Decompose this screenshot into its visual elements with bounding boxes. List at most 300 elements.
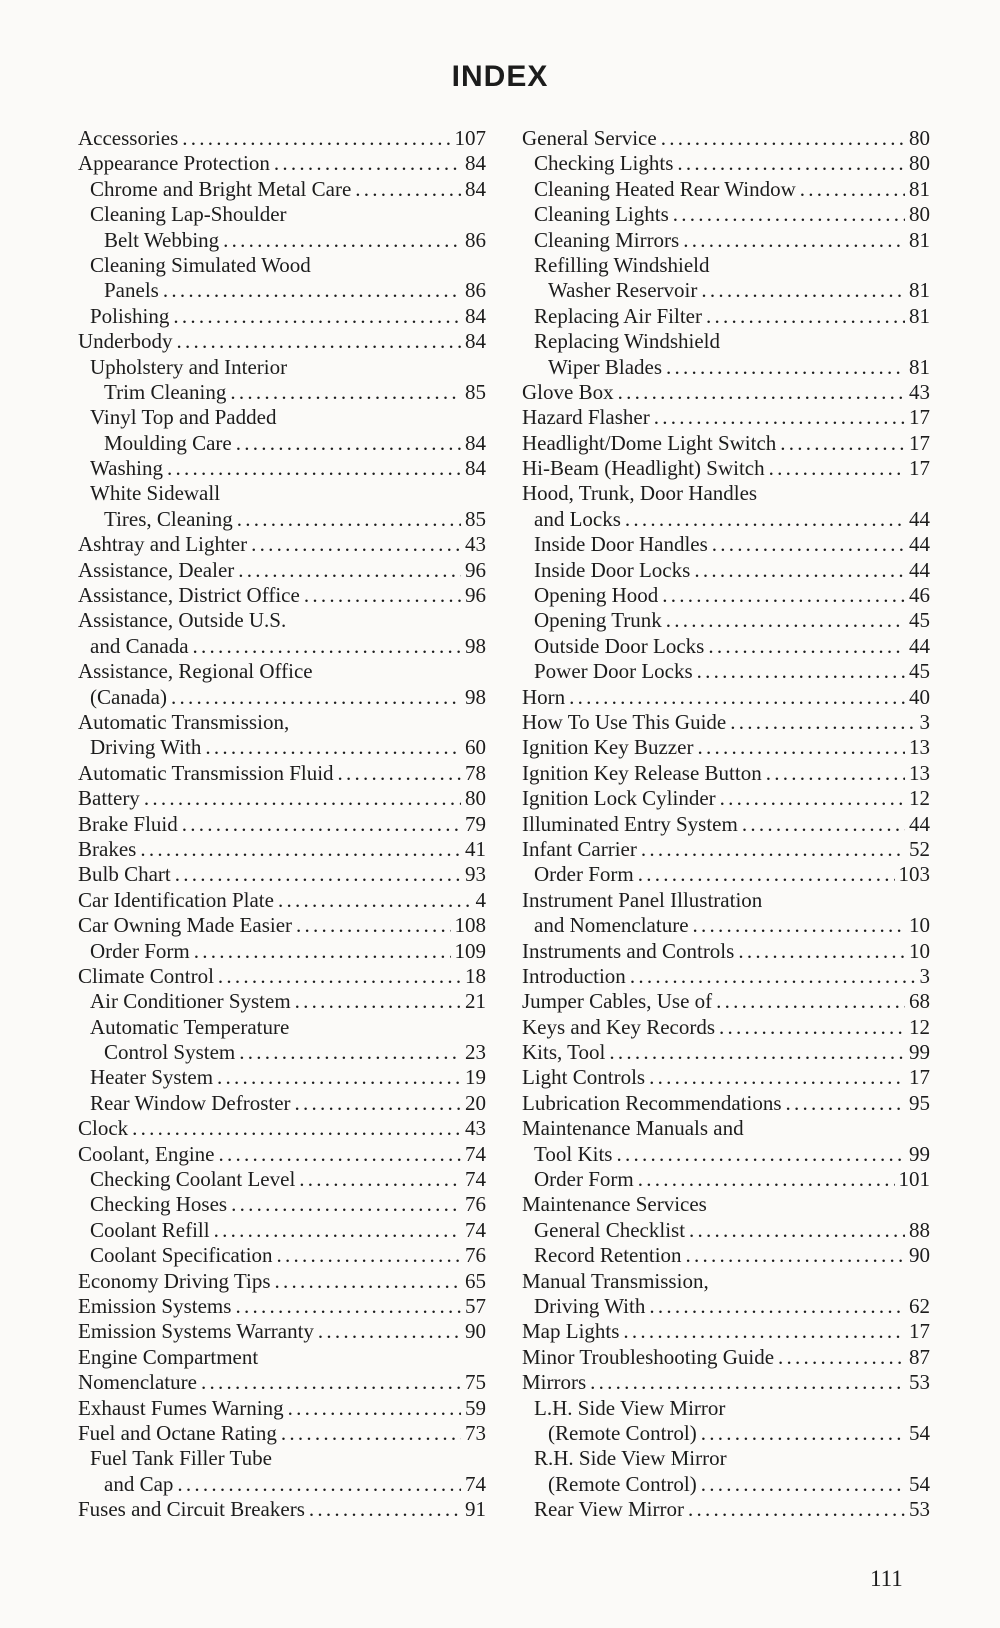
index-entry-page: 86 [465,227,486,252]
index-entry-text: Panels [104,278,159,303]
index-entry-text: Wiper Blades [548,354,663,379]
index-entry-page: 10 [909,938,930,963]
dot-leader [281,1421,461,1446]
index-entry [522,735,930,760]
index-entry-text: Jumper Cables, Use of [522,989,713,1014]
index-entry [522,456,930,481]
dot-leader [231,1192,461,1217]
index-entry [78,786,486,811]
index-entry-page: 108 [454,913,486,938]
dot-leader [171,685,461,710]
index-entry-text: Light Controls [522,1065,646,1090]
index-entry [78,1015,486,1040]
dot-leader [683,228,905,253]
index-entry-text: and Nomenclature [534,913,689,938]
index-entry-text: Order Form [534,1167,634,1192]
index-entry-page: 4 [475,887,486,912]
index-entry-text: Rear View Mirror [534,1497,684,1522]
index-entry-text: Checking Coolant Level [90,1167,296,1192]
index-entry [522,1116,930,1141]
index-entry-text: and Canada [90,633,189,658]
index-entry [522,1370,930,1395]
index-entry [522,431,930,456]
index-entry-text: Hi-Beam (Headlight) Switch [522,456,765,481]
dot-leader [697,659,905,684]
index-entry [78,507,486,532]
index-entry [78,532,486,557]
index-entry-text: Headlight/Dome Light Switch [522,430,777,455]
index-entry [522,126,930,151]
index-entry-page: 98 [465,684,486,709]
dot-leader [677,151,905,176]
index-entry-page: 18 [465,963,486,988]
index-entry [78,228,486,253]
index-entry [78,608,486,633]
dot-leader [140,837,461,862]
index-entry-text: (Canada) [90,684,167,709]
index-entry-page: 96 [465,583,486,608]
index-entry-page: 53 [909,1370,930,1395]
index-entry-text: R.H. Side View Mirror [534,1446,727,1471]
index-entry [78,405,486,430]
index-entry [78,1497,486,1522]
index-entry-text: Assistance, District Office [78,583,300,608]
dot-leader [638,862,895,887]
dot-leader [309,1497,461,1522]
dot-leader [630,964,916,989]
dot-leader [701,1421,905,1446]
index-entry-page: 74 [465,1167,486,1192]
index-entry-text: Assistance, Dealer [78,557,235,582]
dot-leader [800,177,905,202]
dot-leader [355,177,461,202]
index-entry-page: 76 [465,1243,486,1268]
index-entry-page: 103 [898,862,930,887]
index-entry [522,202,930,227]
index-entry [522,812,930,837]
dot-leader [662,583,905,608]
index-entry [78,1192,486,1217]
dot-leader [569,685,905,710]
dot-leader [338,761,461,786]
index-entry [78,659,486,684]
index-entry [78,812,486,837]
index-entry [78,278,486,303]
index-entry [522,964,930,989]
index-entry-page: 44 [909,811,930,836]
index-entry-text: Cleaning Simulated Wood [90,252,311,277]
index-entry [522,634,930,659]
dot-leader [720,786,905,811]
index-entry-page: 54 [909,1420,930,1445]
index-entry-text: Opening Hood [534,583,659,608]
dot-leader [173,304,461,329]
index-entry-page: 80 [465,786,486,811]
index-entry-text: Ignition Lock Cylinder [522,786,716,811]
index-entry-text: Trim Cleaning [104,379,227,404]
index-entry-text: Replacing Windshield [534,329,720,354]
index-entry [522,1497,930,1522]
index-entry-text: Brakes [78,836,137,861]
index-entry-page: 52 [909,836,930,861]
index-entry-text: Emission Systems [78,1293,232,1318]
dot-leader [304,583,461,608]
index-entry-page: 93 [465,862,486,887]
index-entry [78,634,486,659]
index-entry [78,989,486,1014]
index-entry-text: Rear Window Defroster [90,1090,291,1115]
index-entry [78,1370,486,1395]
dot-leader [738,939,905,964]
index-entry [522,1421,930,1446]
index-entry [522,583,930,608]
dot-leader [144,786,461,811]
index-entry-text: Moulding Care [104,430,232,455]
index-entry-page: 76 [465,1192,486,1217]
index-entry [78,253,486,278]
index-entry-page: 95 [909,1090,930,1115]
index-entry-text: Inside Door Locks [534,557,691,582]
index-entry [78,1065,486,1090]
index-entry [78,1218,486,1243]
dot-leader [182,812,461,837]
dot-leader [693,913,905,938]
index-entry-text: Mirrors [522,1370,587,1395]
index-entry-page: 57 [465,1293,486,1318]
dot-leader [277,1243,461,1268]
index-entry-text: Tool Kits [534,1141,613,1166]
dot-leader [701,1472,905,1497]
index-entry [522,507,930,532]
index-entry-page: 12 [909,786,930,811]
dot-leader [251,532,461,557]
index-entry-text: Order Form [534,862,634,887]
index-entry-page: 44 [909,633,930,658]
index-entry-page: 74 [465,1471,486,1496]
index-entry-text: Economy Driving Tips [78,1268,271,1293]
index-entry-text: Accessories [78,126,179,150]
index-entry-page: 17 [909,430,930,455]
index-entry-text: Keys and Key Records [522,1014,716,1039]
index-entry-page: 84 [465,430,486,455]
dot-leader [318,1319,461,1344]
index-entry-text: and Cap [104,1471,174,1496]
index-entry [522,1396,930,1421]
index-entry-page: 41 [465,836,486,861]
dot-leader [686,1243,905,1268]
index-entry-page: 91 [465,1497,486,1522]
dot-leader [616,1142,905,1167]
index-entry-page: 79 [465,811,486,836]
index-entry-page: 44 [909,506,930,531]
dot-leader [780,431,905,456]
index-entry [522,329,930,354]
dot-leader [625,507,905,532]
index-entry-text: Battery [78,786,140,811]
index-entry [78,1446,486,1471]
dot-leader [177,1472,461,1497]
index-column-right [522,126,930,1522]
index-entry-page: 17 [909,405,930,430]
dot-leader [769,456,905,481]
index-entry-text: Washing [90,456,163,481]
index-entry-text: Power Door Locks [534,659,693,684]
index-entry [78,1319,486,1344]
dot-leader [673,202,905,227]
index-entry [522,989,930,1014]
index-entry-page: 46 [909,583,930,608]
index-entry-page: 101 [898,1167,930,1192]
index-entry-text: Vinyl Top and Padded [90,405,277,430]
index-entry-text: Infant Carrier [522,836,637,861]
index-entry [522,1040,930,1065]
dot-leader [666,355,905,380]
index-entry-text: White Sidewall [90,481,221,506]
index-entry [522,1345,930,1370]
dot-leader [214,1218,461,1243]
index-entry-page: 99 [909,1141,930,1166]
index-entry [78,1040,486,1065]
index-entry-page: 84 [465,456,486,481]
dot-leader [182,126,450,151]
index-entry [522,532,930,557]
index-entry [78,355,486,380]
index-entry-text: Ashtray and Lighter [78,532,248,557]
index-entry-text: Fuses and Circuit Breakers [78,1497,305,1522]
index-entry-page: 60 [465,735,486,760]
index-entry [78,1243,486,1268]
dot-leader [618,380,905,405]
dot-leader [706,304,905,329]
index-entry-text: Automatic Transmission Fluid [78,760,334,785]
dot-leader [742,812,905,837]
index-entry [78,558,486,583]
index-entry-text: Appearance Protection [78,151,270,176]
index-entry-page: 81 [909,176,930,201]
index-entry-page: 59 [465,1395,486,1420]
dot-leader [654,405,905,430]
index-entry [522,913,930,938]
index-entry-text: Tires, Cleaning [104,506,233,531]
dot-leader [641,837,905,862]
index-entry-text: (Remote Control) [548,1420,697,1445]
index-entry [522,1142,930,1167]
dot-leader [649,1294,905,1319]
index-entry [522,888,930,913]
index-entry [522,939,930,964]
dot-leader [167,456,461,481]
index-entry [522,355,930,380]
index-entry-text: L.H. Side View Mirror [534,1395,726,1420]
index-entry [78,126,486,151]
index-entry-text: Clock [78,1116,129,1141]
index-entry-text: Hood, Trunk, Door Handles [522,481,758,506]
index-entry-page: 21 [465,989,486,1014]
index-entry-text: Nomenclature [78,1370,197,1395]
dot-leader [132,1116,461,1141]
index-entry [78,177,486,202]
index-entry-text: Exhaust Fumes Warning [78,1395,284,1420]
dot-leader [666,608,905,633]
index-entry [522,1319,930,1344]
index-entry-page: 62 [909,1293,930,1318]
index-entry [78,735,486,760]
index-entry-text: Heater System [90,1065,214,1090]
index-entry [522,278,930,303]
index-entry [522,862,930,887]
dot-leader [278,888,472,913]
index-entry-page: 85 [465,379,486,404]
index-entry-text: Glove Box [522,379,614,404]
index-entry [78,1116,486,1141]
index-entry [522,1294,930,1319]
index-entry [522,1218,930,1243]
index-entry-page: 43 [465,1116,486,1141]
index-entry-page: 84 [465,303,486,328]
dot-leader [295,989,461,1014]
index-entry-page: 81 [909,227,930,252]
index-entry-page: 17 [909,456,930,481]
index-entry-page: 19 [465,1065,486,1090]
index-entry [78,1421,486,1446]
index-entry-text: Opening Trunk [534,608,662,633]
index-entry-page: 90 [909,1243,930,1268]
index-entry-page: 45 [909,659,930,684]
dot-leader [274,151,461,176]
dot-leader [176,329,461,354]
index-entry-page: 87 [909,1344,930,1369]
index-entry-text: Car Identification Plate [78,887,274,912]
page-number: 111 [870,1566,903,1591]
index-entry [522,710,930,735]
index-entry-text: Automatic Transmission, [78,709,290,734]
dot-leader [218,964,461,989]
dot-leader [237,507,461,532]
index-entry-page: 84 [465,329,486,354]
index-entry-text: Coolant Specification [90,1243,273,1268]
dot-leader [193,634,461,659]
index-entry-text: General Service [522,126,657,150]
index-entry-text: Cleaning Heated Rear Window [534,176,796,201]
index-entry-page: 43 [465,532,486,557]
index-entry-text: Refilling Windshield [534,252,710,277]
dot-leader [163,278,461,303]
index-entry [78,964,486,989]
index-entry-text: General Checklist [534,1217,686,1242]
index-entry [78,304,486,329]
index-entry [522,405,930,430]
index-entry-page: 23 [465,1040,486,1065]
index-entry-text: Maintenance Manuals and [522,1116,744,1141]
index-entry-page: 81 [909,278,930,303]
index-entry [78,837,486,862]
index-entry-text: Order Form [90,938,190,963]
index-entry [522,761,930,786]
index-entry-text: Fuel Tank Filler Tube [90,1446,272,1471]
index-entry-page: 88 [909,1217,930,1242]
index-entry-text: Instruments and Controls [522,938,735,963]
index-entry-page: 109 [454,938,486,963]
index-entry [78,583,486,608]
index-entry-page: 12 [909,1014,930,1039]
dot-leader [623,1319,905,1344]
index-entry [522,608,930,633]
index-entry-text: Outside Door Locks [534,633,705,658]
index-entry-text: Washer Reservoir [548,278,698,303]
index-entry-text: Map Lights [522,1319,620,1344]
index-entry-page: 17 [909,1319,930,1344]
dot-leader [295,1091,461,1116]
index-entry-page: 68 [909,989,930,1014]
dot-leader [223,228,461,253]
index-entry-page: 54 [909,1471,930,1496]
index-entry-text: Polishing [90,303,170,328]
index-entry [522,1243,930,1268]
index-entry-text: Assistance, Outside U.S. [78,608,287,633]
index-entry-page: 86 [465,278,486,303]
index-entry [78,1167,486,1192]
index-entry-text: Underbody [78,329,173,354]
index-entry [78,202,486,227]
index-entry [78,888,486,913]
index-entry-text: Record Retention [534,1243,682,1268]
index-entry-page: 40 [909,684,930,709]
index-entry-text: Bulb Chart [78,862,171,887]
index-entry-text: Maintenance Services [522,1192,707,1217]
index-entry-text: Minor Troubleshooting Guide [522,1344,775,1369]
index-entry [522,1446,930,1471]
dot-leader [175,862,461,887]
index-entry-text: Kits, Tool [522,1040,606,1065]
index-entry-page: 96 [465,557,486,582]
index-entry-page: 90 [465,1319,486,1344]
index-entry-text: Fuel and Octane Rating [78,1420,277,1445]
dot-leader [239,1040,461,1065]
dot-leader [712,532,905,557]
index-entry-text: Brake Fluid [78,811,178,836]
index-entry [522,304,930,329]
index-entry-page: 3 [919,963,930,988]
dot-leader [689,1218,905,1243]
index-entry-text: Manual Transmission, [522,1268,709,1293]
index-entry-text: Belt Webbing [104,227,220,252]
index-entry-text: Lubrication Recommendations [522,1090,782,1115]
dot-leader [697,735,905,760]
index-entry [78,1269,486,1294]
dot-leader [236,431,461,456]
dot-leader [296,913,450,938]
index-entry-text: How To Use This Guide [522,709,727,734]
dot-leader [590,1370,905,1395]
index-entry-text: Horn [522,684,566,709]
dot-leader [766,761,905,786]
index-entry [522,786,930,811]
index-entry [78,151,486,176]
index-entry [522,1167,930,1192]
dot-leader [609,1040,905,1065]
index-entry-page: 107 [454,126,486,150]
dot-leader [649,1065,905,1090]
dot-leader [235,1294,461,1319]
dot-leader [716,989,905,1014]
index-entry-page: 13 [909,760,930,785]
index-entry-page: 84 [465,151,486,176]
index-entry [78,939,486,964]
index-entry [78,380,486,405]
dot-leader [638,1167,895,1192]
index-entry-page: 44 [909,557,930,582]
index-entry-text: Driving With [534,1293,646,1318]
